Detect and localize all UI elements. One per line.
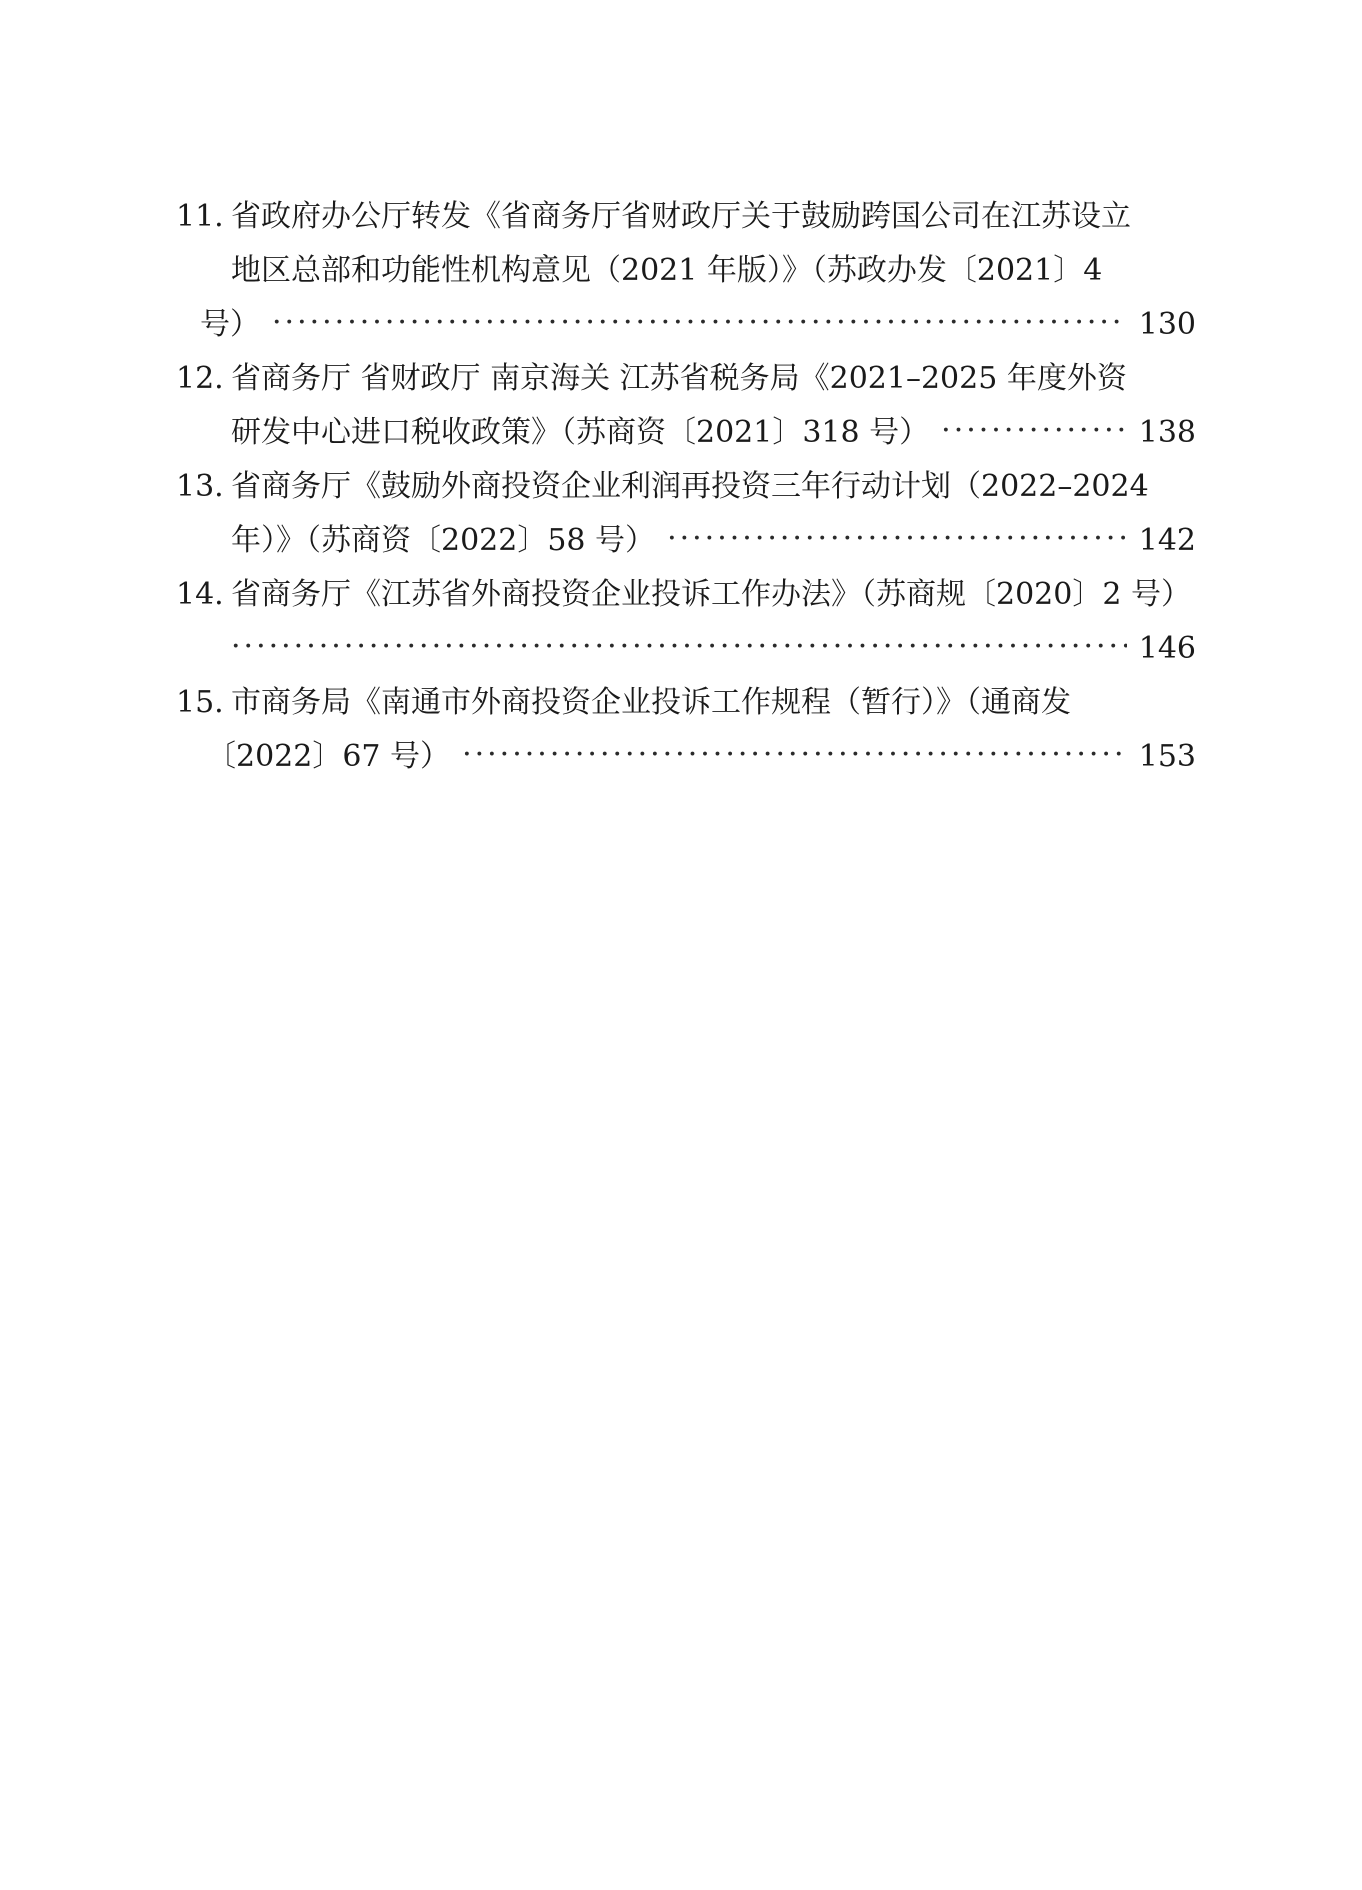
- entry-title-line-1: 市商务局《南通市外商投资企业投诉工作规程（暂行）》（通商发: [231, 685, 1071, 720]
- toc-entry-12[interactable]: [176, 352, 1196, 460]
- toc-entry-line: [176, 352, 1196, 406]
- toc-entry-13[interactable]: [176, 460, 1196, 568]
- entry-page-number: 138: [1138, 415, 1196, 450]
- entry-page-number: 153: [1138, 739, 1196, 774]
- dot-leader: [272, 298, 1127, 350]
- entry-title-line-2: 地区总部和功能性机构意见（2021 年版）》（苏政办发〔2021〕4: [231, 253, 1103, 288]
- toc-entry-line: [176, 190, 1196, 244]
- toc-entry-line: [176, 514, 1196, 568]
- entry-title-line-2: 〔2022〕67 号）: [206, 739, 451, 774]
- entry-page-number: 146: [1138, 631, 1196, 666]
- toc-entry-14[interactable]: [176, 568, 1196, 676]
- entry-title-line-2: 研发中心进口税收政策》（苏商资〔2021〕318 号）: [231, 415, 930, 450]
- toc-entry-line: [176, 460, 1196, 514]
- entry-title-line-1: 省商务厅《江苏省外商投资企业投诉工作办法》（苏商规〔2020〕2 号）: [231, 577, 1191, 612]
- toc-entry-11[interactable]: [176, 190, 1196, 352]
- dot-leader: [231, 622, 1127, 674]
- dot-leader: [941, 406, 1127, 458]
- toc-entry-line: [176, 298, 1196, 352]
- toc-entry-line: [176, 406, 1196, 460]
- entry-title-line-2: 年）》（苏商资〔2022〕58 号）: [231, 523, 656, 558]
- entry-title-line-3: 号）: [200, 307, 260, 342]
- toc-entry-line: [176, 730, 1196, 784]
- entry-title-line-1: 省商务厅《鼓励外商投资企业利润再投资三年行动计划（2022–2024: [231, 469, 1149, 504]
- table-of-contents: [176, 190, 1196, 784]
- entry-number: 14.: [176, 577, 224, 612]
- entry-title-line-1: 省政府办公厅转发《省商务厅省财政厅关于鼓励跨国公司在江苏设立: [231, 199, 1131, 234]
- entry-number: 11.: [176, 199, 224, 234]
- toc-entry-line: [176, 568, 1196, 622]
- toc-entry-line: [176, 676, 1196, 730]
- dot-leader: [462, 730, 1127, 782]
- entry-title-line-1: 省商务厅 省财政厅 南京海关 江苏省税务局《2021–2025 年度外资: [231, 361, 1127, 396]
- dot-leader: [667, 514, 1127, 566]
- entry-number: 12.: [176, 361, 224, 396]
- entry-page-number: 142: [1138, 523, 1196, 558]
- entry-number: 15.: [176, 685, 224, 720]
- toc-entry-line: [176, 622, 1196, 676]
- toc-entry-15[interactable]: [176, 676, 1196, 784]
- entry-number: 13.: [176, 469, 224, 504]
- entry-page-number: 130: [1138, 307, 1196, 342]
- toc-entry-line: [176, 244, 1196, 298]
